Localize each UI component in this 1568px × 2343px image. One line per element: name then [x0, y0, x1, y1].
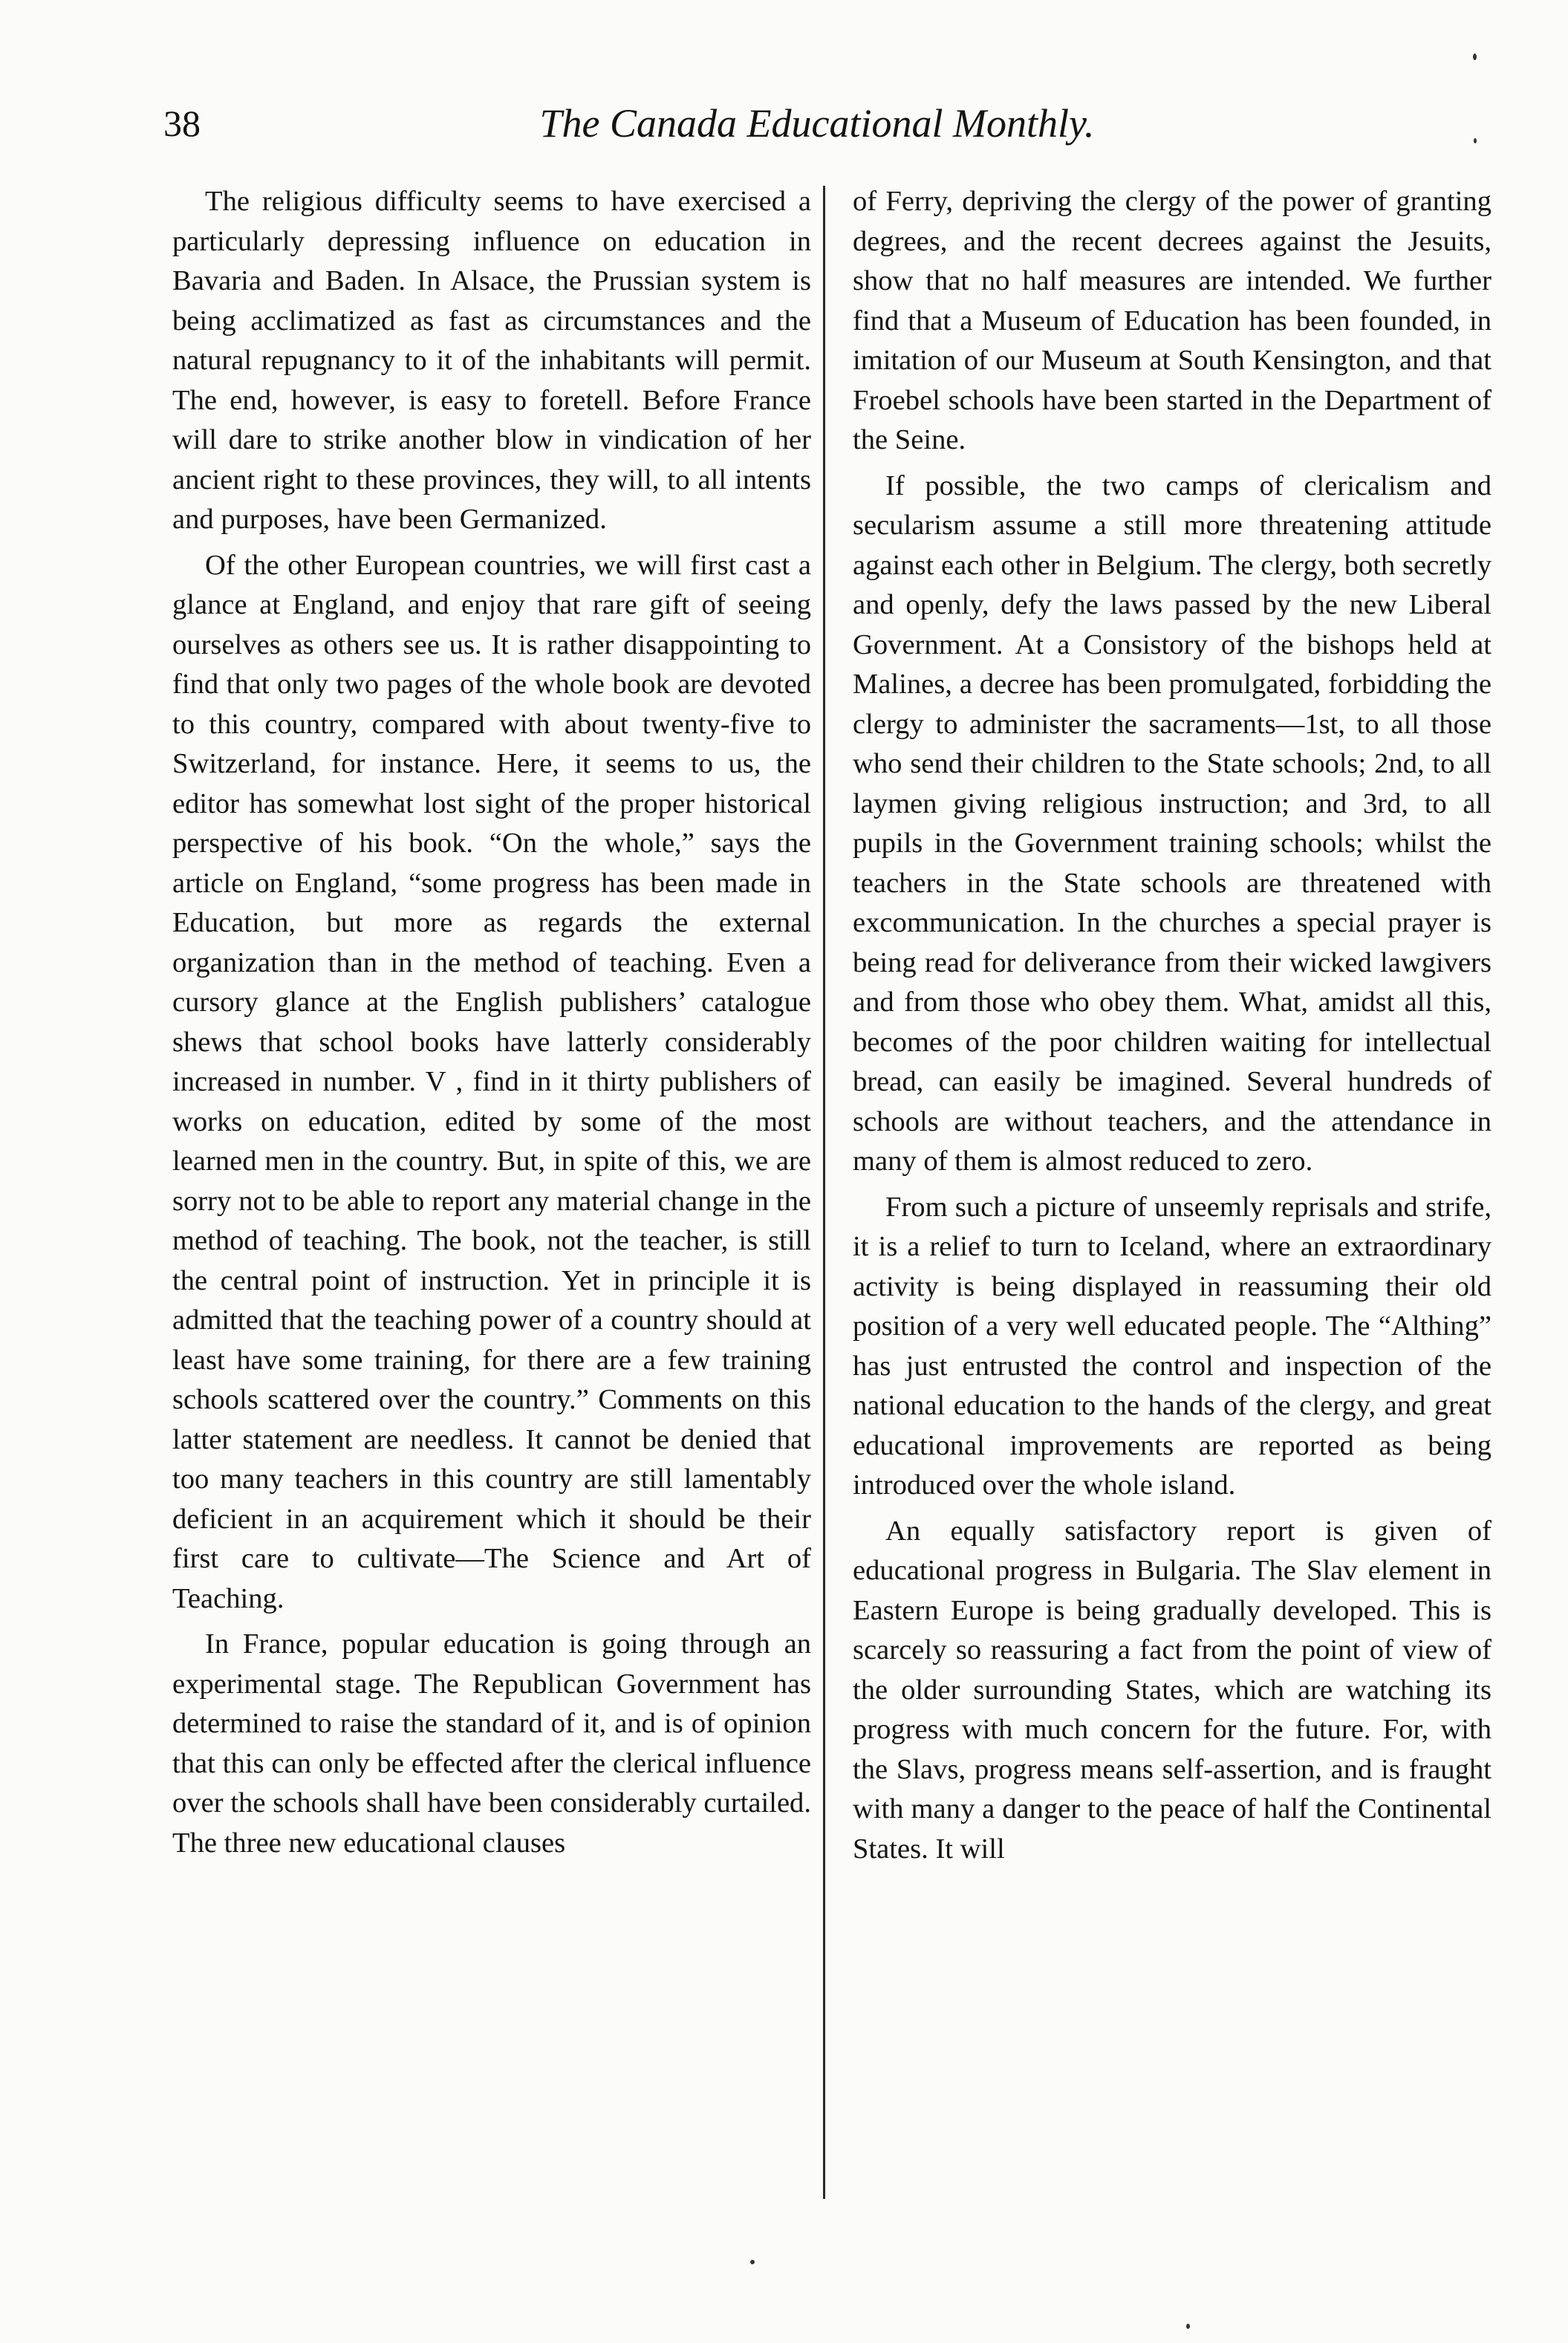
scan-speck	[1474, 138, 1477, 143]
paragraph: Of the other European countries, we will first cast a glance at England, and enjoy that rare gift of seeing ourselves as others see us. It is rather disappointing to find that only two pages of the whole book are devoted to this country, compared with about twenty-five to Switzerland, for instance. Here, it seems to us, the editor has somewhat lost sight of the proper historical perspective of his book. “On the whole,” says the article on England, “some progress has been made in Education, but more as regards the external organization than in the method of teaching. Even a cursory glance at the English publishers’ catalogue shews that school books have latterly considerably increased in number. V , find in it thirty publishers of works on education, edited by some of the most learned men in the country. But, in spite of this, we are sorry not to be able to report any material change in the method of teaching. The book, not the teacher, is still the central point of instruction. Yet in principle it is admitted that the teaching power of a country should at least have some training, for there are a few training schools scattered over the country.” Comments on this latter statement are needless. It cannot be denied that too many teachers in this country are still lamentably deficient in an acquirement which it should be their first care to cultivate—The Science and Art of Teaching.	[172, 549, 811, 1614]
scan-speck	[750, 2260, 755, 2264]
column-divider	[823, 186, 825, 2199]
right-column	[853, 182, 1491, 1869]
left-column	[172, 182, 811, 1863]
page-header	[163, 101, 1471, 168]
paragraph: The religious difficulty seems to have exercised a particularly depressing influence on education in Bavaria and Baden. In Alsace, the Prussian system is being acclimatized as fast as circumstances and the natural repugnancy to it of the inhabitants will permit. The end, however, is easy to foretell. Before France will dare to strike another blow in vindication of her ancient right to these provinces, they will, to all intents and purposes, have been Germanized.	[172, 186, 811, 535]
paragraph: From such a picture of unseemly reprisals and strife, it is a relief to turn to Iceland, where an extraordinary activity is being displayed in reassuming their old position of a very well educated people. The “Althing” has just entrusted the control and inspection of the national education to the hands of the clergy, and great educational improvements are reported as being introduced over the whole island.	[853, 1191, 1491, 1501]
running-title: The Canada Educational Monthly.	[539, 101, 1095, 146]
paragraph: If possible, the two camps of clericalism and secularism assume a still more threatening attitude against each other in Belgium. The clergy, both secretly and openly, defy the laws passed by the new Liberal Government. At a Consistory of the bishops held at Malines, a decree has been promulgated, forbidding the clergy to administer the sacraments—1st, to all those who send their children to the State schools; 2nd, to all laymen giving religious instruction; and 3rd, to all pupils in the Government training schools; whilst the teachers in the State schools are threatened with excommunication. In the churches a special prayer is being read for deliverance from their wicked lawgivers and from those who obey them. What, amidst all this, becomes of the poor children waiting for intellectual bread, can easily be imagined. Several hundreds of schools are without teachers, and the attendance in many of them is almost reduced to zero.	[853, 469, 1491, 1177]
paragraph: In France, popular education is going through an experimental stage. The Republican Government has determined to raise the standard of it, and is of opinion that this can only be effected after the clerical influence over the schools shall have been considerably curtailed. The three new educational clauses	[172, 1628, 811, 1859]
scan-speck	[1473, 53, 1477, 60]
paragraph: An equally satisfactory report is given of educational progress in Bulgaria. The Slav element in Eastern Europe is being gradually developed. This is scarcely so reassuring a fact from the point of view of the older surrounding States, which are watching its progress with much concern for the future. For, with the Slavs, progress means self-assertion, and is fraught with many a danger to the peace of half the Continental States. It will	[853, 1515, 1491, 1865]
page-number: 38	[163, 103, 201, 144]
paragraph: of Ferry, depriving the clergy of the power of granting degrees, and the recent decrees against the Jesuits, show that no half measures are intended. We further find that a Museum of Education has been founded, in imitation of our Museum at South Kensington, and that Froebel schools have been started in the Department of the Seine.	[853, 186, 1491, 455]
scan-speck	[1186, 2324, 1190, 2329]
